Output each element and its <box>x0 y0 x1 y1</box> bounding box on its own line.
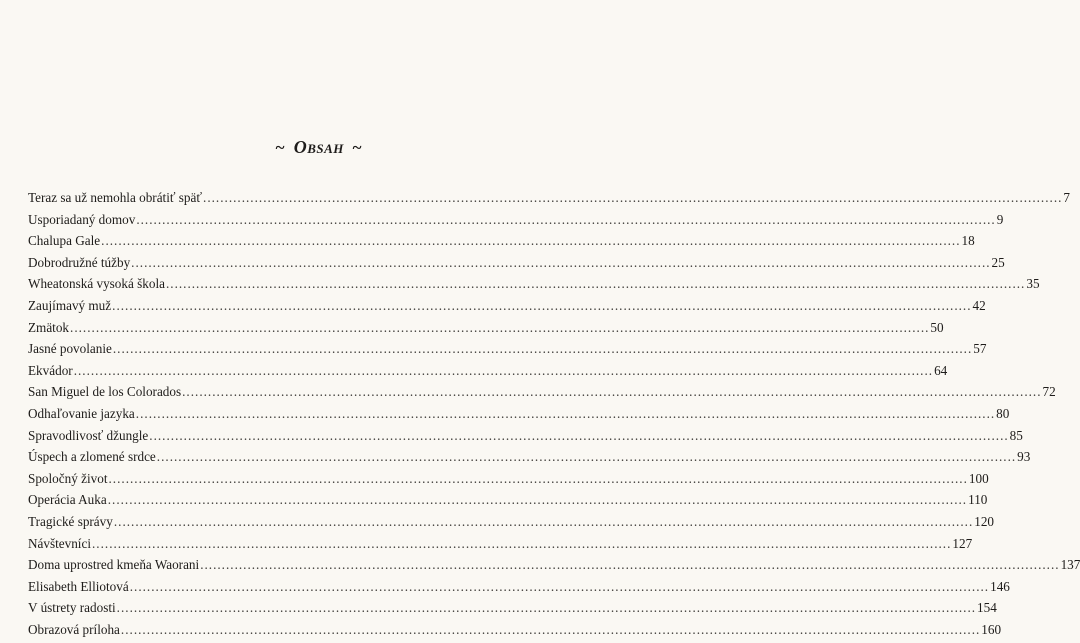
toc-entry-page: 7 <box>1063 190 1070 205</box>
toc-entry <box>28 489 988 511</box>
toc-entry <box>28 252 1005 274</box>
toc-entry-title: Wheatonská vysoká škola <box>28 276 165 292</box>
toc-entry <box>28 511 995 533</box>
toc-entry-title: Obrazová príloha <box>28 621 120 637</box>
toc-entry <box>28 597 997 619</box>
toc-entry-page: 57 <box>973 341 987 357</box>
toc-entry-page: 93 <box>1017 449 1031 465</box>
toc-entry-page: 35 <box>1026 276 1040 292</box>
toc-entry-page: 25 <box>991 254 1005 270</box>
toc-entry <box>28 338 987 360</box>
toc-entry-page: 154 <box>977 600 997 616</box>
toc-entry-title: Úspech a zlomené srdce <box>28 449 156 465</box>
toc-entry-page: 85 <box>1009 427 1023 443</box>
toc-entry-title: Operácia Auka <box>28 492 107 508</box>
heading-ornament-right: ~ <box>352 138 362 157</box>
toc-dot-leader: ........................................................................................................................................................................................................ <box>203 190 1063 205</box>
toc-entry-page: 42 <box>972 297 986 313</box>
toc-entry-page: 9 <box>996 211 1004 227</box>
toc-dot-leader: ........................................................................................................................................................................................................ <box>113 513 974 529</box>
toc-entry <box>28 403 1010 425</box>
toc-dot-leader: ........................................................................................................................................................................................................ <box>70 319 930 335</box>
toc-entry <box>28 317 944 339</box>
toc-dot-leader: ........................................................................................................................................................................................................ <box>92 535 952 551</box>
toc-entry <box>28 230 975 252</box>
toc-entry <box>28 187 1070 209</box>
toc-entry-title: Odhaľovanie jazyka <box>28 405 135 421</box>
toc-entry-title: Elisabeth Elliotová <box>28 578 129 594</box>
toc-entry-title: Teraz sa už nemohla obrátiť späť <box>28 190 203 205</box>
toc-dot-leader: ........................................................................................................................................................................................................ <box>156 449 1017 465</box>
toc-dot-leader: ........................................................................................................................................................................................................ <box>165 276 1026 292</box>
toc-dot-leader: ........................................................................................................................................................................................................ <box>112 297 972 313</box>
toc-entry <box>28 360 948 382</box>
toc-entry <box>28 533 973 555</box>
toc-dot-leader: ........................................................................................................................................................................................................ <box>112 341 973 357</box>
toc-entry-title: San Miguel de los Colorados <box>28 384 182 400</box>
toc-entry-title: Chalupa Gale <box>28 233 101 249</box>
toc-entry-page: 80 <box>996 405 1010 421</box>
heading-title: Obsah <box>293 137 344 157</box>
toc-dot-leader: ........................................................................................................................................................................................................ <box>73 362 934 378</box>
toc-dot-leader: ........................................................................................................................................................................................................ <box>107 492 968 508</box>
toc-entry-title: Doma uprostred kmeňa Waorani <box>28 557 200 573</box>
toc-dot-leader: ........................................................................................................................................................................................................ <box>120 621 981 637</box>
toc-entry-title: Tragické správy <box>28 513 113 529</box>
toc-dot-leader: ........................................................................................................................................................................................................ <box>136 211 996 227</box>
toc-entry-title: Jasné povolanie <box>28 341 112 357</box>
toc-entry <box>28 576 1010 598</box>
contents-heading <box>276 137 362 158</box>
toc-dot-leader: ........................................................................................................................................................................................................ <box>149 427 1009 443</box>
toc-entry <box>28 273 1040 295</box>
heading-ornament-left: ~ <box>275 138 285 157</box>
toc-entry-page: 146 <box>990 578 1010 594</box>
toc-entry-page: 127 <box>952 535 973 551</box>
toc-dot-leader: ........................................................................................................................................................................................................ <box>135 405 996 421</box>
toc-entry-title: Zmätok <box>28 319 70 335</box>
toc-entry-title: Návštevníci <box>28 535 91 551</box>
toc-dot-leader: ........................................................................................................................................................................................................ <box>182 384 1042 400</box>
toc-dot-leader: ........................................................................................................................................................................................................ <box>108 470 968 486</box>
toc-entry <box>28 446 1031 468</box>
toc-entry <box>28 468 989 490</box>
toc-entry <box>28 209 1004 231</box>
toc-entry-title: Spoločný život <box>28 470 108 486</box>
toc-dot-leader: ........................................................................................................................................................................................................ <box>129 578 990 594</box>
toc-entry <box>28 381 1056 403</box>
toc-entry <box>28 425 1023 447</box>
toc-dot-leader: ........................................................................................................................................................................................................ <box>101 233 961 249</box>
toc-entry-page: 100 <box>968 470 989 486</box>
toc-entry-title: Dobrodružné túžby <box>28 254 131 270</box>
toc-dot-leader: ........................................................................................................................................................................................................ <box>131 254 991 270</box>
toc-entry <box>28 619 1002 641</box>
toc-entry-title: Usporiadaný domov <box>28 211 136 227</box>
toc-entry-page: 160 <box>981 621 1002 637</box>
toc-entry-page: 18 <box>961 233 975 249</box>
toc-dot-leader: ........................................................................................................................................................................................................ <box>200 557 1060 573</box>
toc-entry-page: 120 <box>974 513 995 529</box>
toc-entry-page: 64 <box>934 362 948 378</box>
toc-entry-title: Zaujímavý muž <box>28 297 112 313</box>
toc-entry <box>28 554 1080 576</box>
toc-entry-title: Ekvádor <box>28 362 73 378</box>
toc-entry <box>28 295 986 317</box>
toc-entry-page: 72 <box>1042 384 1056 400</box>
toc-entry-page: 110 <box>968 492 988 508</box>
toc-dot-leader: ........................................................................................................................................................................................................ <box>116 600 977 616</box>
toc-entry-title: V ústrety radosti <box>28 600 116 616</box>
table-of-contents <box>28 187 1080 640</box>
toc-entry-page: 50 <box>930 319 944 335</box>
toc-entry-page: 137 <box>1060 557 1080 573</box>
toc-entry-title: Spravodlivosť džungle <box>28 427 149 443</box>
